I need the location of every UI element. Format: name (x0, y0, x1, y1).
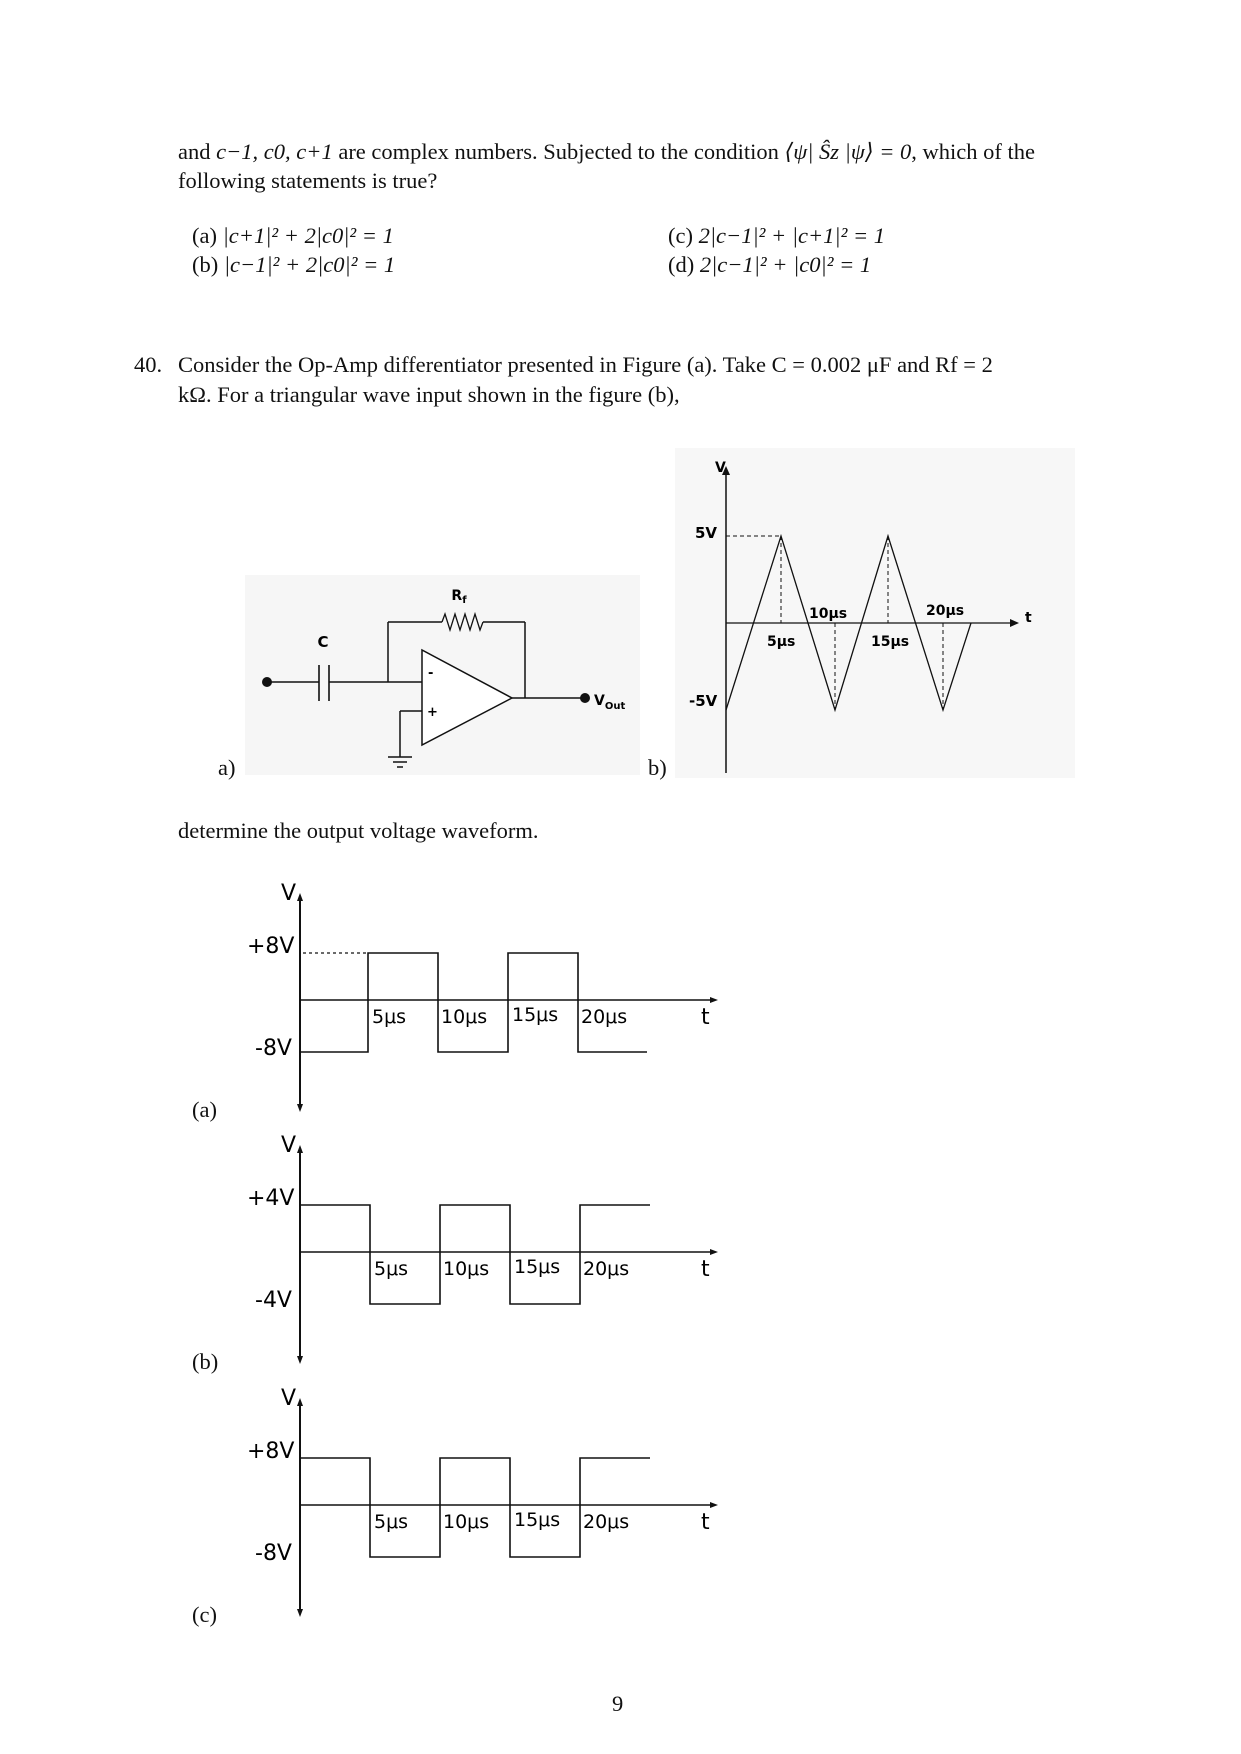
input-y-axis-label: V (715, 460, 726, 476)
answer-tick-label: 20μs (581, 1006, 628, 1028)
answer-square-wave (300, 1205, 650, 1304)
q39-intro-mid: are complex numbers. Subjected to the condition (332, 139, 785, 164)
q39-intro-pre: and (178, 139, 217, 164)
answer-y-low-label: -8V (255, 1036, 292, 1061)
answer-b-label: (b) (192, 1349, 219, 1374)
answer-b-waveform (235, 1122, 730, 1370)
q39-option-label: (a) (192, 223, 217, 248)
noninverting-input-sign: + (427, 705, 438, 720)
answer-y-high-label: +4V (247, 1186, 295, 1211)
answer-y-axis-label: V (281, 1386, 297, 1411)
q39-option-text: |c−1|² + 2|c0|² = 1 (223, 252, 396, 277)
q40-text-line1: Consider the Op-Amp differentiator presented in Figure (a). Take C = 0.002 μF and Rf = 2 (178, 352, 993, 377)
figure-b-label: b) (648, 755, 667, 780)
answer-x-axis-label: t (701, 1510, 710, 1535)
answer-y-axis-label: V (281, 1133, 297, 1158)
answer-y-axis-label: V (281, 881, 297, 906)
answer-tick-label: 5μs (374, 1511, 409, 1533)
q39-intro-vars: c−1, c0, c+1 (216, 139, 333, 164)
q39-option-b (192, 250, 395, 280)
capacitor-label: C (317, 633, 329, 651)
q39-option-a (192, 221, 394, 251)
q39-intro-cond: ⟨ψ| Ŝz |ψ⟩ = 0 (784, 139, 912, 164)
answer-tick-label: 15μs (514, 1509, 561, 1531)
q39-option-text: |c+1|² + 2|c0|² = 1 (222, 223, 394, 248)
answer-y-high-label: +8V (247, 934, 295, 959)
input-tick-label: 15μs (871, 634, 910, 650)
answer-c-waveform (235, 1375, 730, 1623)
input-x-axis-label: t (1025, 610, 1032, 626)
answer-tick-label: 10μs (441, 1006, 488, 1028)
answer-square-wave (300, 953, 647, 1052)
q39-option-label: (d) (668, 252, 695, 277)
answer-tick-label: 10μs (443, 1511, 490, 1533)
answer-square-wave (300, 1458, 650, 1557)
page-number: 9 (612, 1691, 624, 1716)
answer-tick-label: 10μs (443, 1258, 490, 1280)
input-y-low-label: -5V (689, 692, 718, 710)
q40-number: 40. (134, 352, 163, 377)
resistor-label: $R_f$ (451, 588, 467, 606)
input-tick-label: 20μs (926, 603, 965, 619)
q39-option-label: (b) (192, 252, 219, 277)
answer-tick-label: 5μs (372, 1006, 407, 1028)
q39-intro-post: , which of the (911, 139, 1036, 164)
figure-a-label: a) (218, 755, 236, 780)
output-label: $V_{Out}$ (594, 693, 626, 712)
answer-a-label: (a) (192, 1097, 217, 1122)
q39-option-text: 2|c−1|² + |c+1|² = 1 (698, 223, 886, 248)
q39-intro-line1 (178, 137, 1035, 167)
answer-x-axis-label: t (701, 1005, 710, 1030)
inverting-input-sign: - (428, 666, 434, 681)
answer-y-high-label: +8V (247, 1439, 295, 1464)
q40-prompt: determine the output voltage waveform. (178, 818, 539, 843)
output-terminal (580, 693, 590, 703)
answer-a-waveform (235, 870, 730, 1118)
answer-c-label: (c) (192, 1602, 217, 1627)
input-y-high-label: 5V (695, 524, 718, 542)
input-tick-label: 10μs (809, 606, 848, 622)
answer-tick-label: 5μs (374, 1258, 409, 1280)
answer-tick-label: 20μs (583, 1258, 630, 1280)
answer-tick-label: 15μs (512, 1004, 559, 1026)
triangle-input-figure (675, 448, 1075, 778)
answer-x-axis-label: t (701, 1257, 710, 1282)
q39-option-d (668, 250, 871, 280)
q39-option-text: 2|c−1|² + |c0|² = 1 (699, 252, 872, 277)
input-tick-label: 5μs (767, 634, 796, 650)
q39-option-c (668, 221, 885, 251)
answer-y-low-label: -8V (255, 1541, 292, 1566)
answer-y-low-label: -4V (255, 1288, 292, 1313)
answer-tick-label: 15μs (514, 1256, 561, 1278)
q39-intro-line2: following statements is true? (178, 168, 438, 193)
q39-option-label: (c) (668, 223, 693, 248)
opamp-circuit-figure (245, 575, 640, 775)
q40-text-line2: kΩ. For a triangular wave input shown in the figure (b), (178, 382, 680, 407)
answer-tick-label: 20μs (583, 1511, 630, 1533)
